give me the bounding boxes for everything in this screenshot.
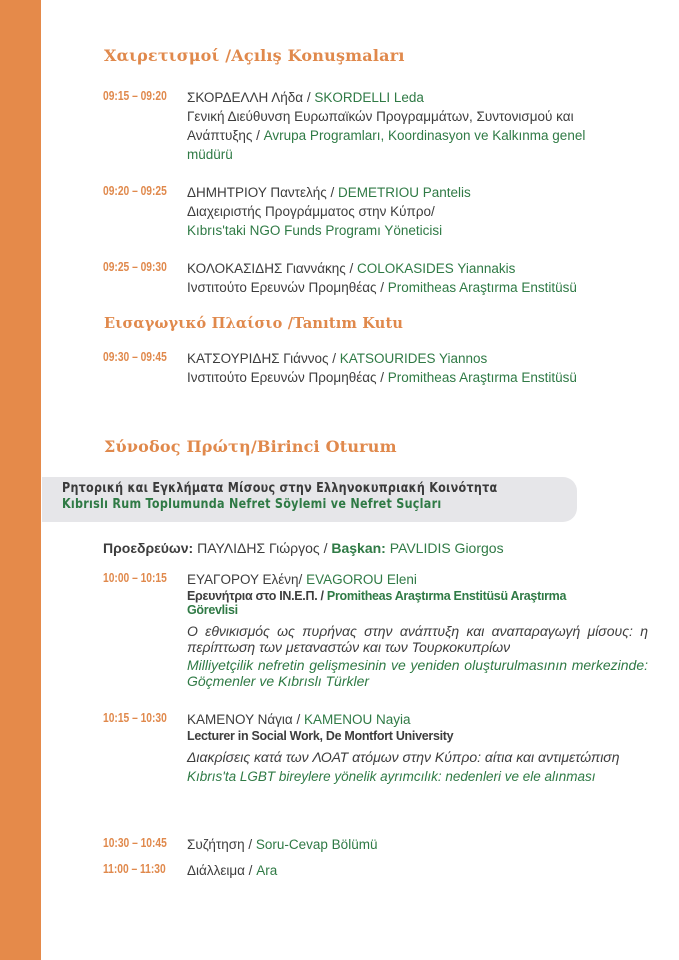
schedule-entry <box>103 183 648 240</box>
speaker-name-gr: ΣΚΟΡΔΕΛΛΗ Λήδα / <box>187 90 315 105</box>
affiliation-tr: Promitheas Araştırma Enstitüsü <box>387 280 577 295</box>
entry-time: 09:20 – 09:25 <box>103 184 167 198</box>
affiliation-gr: Ινστιτούτο Ερευνών Προμηθέας / <box>187 280 388 295</box>
schedule-entry <box>103 259 648 297</box>
sidebar-accent-bar <box>0 0 41 960</box>
affiliation-tr: Kıbrıs'taki NGO Funds Programı Yöneticisi <box>187 223 443 238</box>
speaker-name-tr: SKORDELLI Leda <box>314 90 424 105</box>
schedule-entry <box>103 88 648 164</box>
affiliation-gr: Διαχειριστής Προγράμματος στην Κύπρο/ <box>187 204 435 219</box>
speaker-name-tr: DEMETRIOU Pantelis <box>338 185 471 200</box>
affiliation: Lecturer in Social Work, De Montfort University <box>187 729 454 743</box>
entry-time: 11:00 – 11:30 <box>103 862 166 876</box>
affiliation-gr: Γενική Διεύθυνση Ευρωπαϊκών Προγραμμάτων, Συντονισμού και <box>187 109 574 124</box>
speaker-name-gr: ΕΥΑΓΟΡΟΥ Ελένη/ <box>187 572 307 587</box>
speaker-name-gr: ΔΗΜΗΤΡΙΟΥ Παντελής / <box>187 185 339 200</box>
affiliation-gr-cont: Ανάπτυξης / <box>187 128 264 143</box>
section-title-session1: Σύνοδος Πρώτη/Birinci Oturum <box>104 437 397 456</box>
talk-title-tr: Milliyetçilik nefretin gelişmesinin ve yeniden oluşturulmasının merkezinde: Göçmenler ve Kıbrıslı Türkler <box>187 657 648 689</box>
schedule-entry <box>103 835 648 854</box>
session-title-gr: Ρητορική και Εγκλήματα Μίσους στην Ελληνοκυπριακή Κοινότητα <box>62 481 498 496</box>
chair-label-gr: Προεδρεύων: <box>103 540 198 556</box>
affiliation-tr: Promitheas Araştırma Enstitüsü Araştırma Görevlisi <box>187 589 567 617</box>
affiliation-gr: Ερευνήτρια στο ΙΝ.Ε.Π. / <box>187 589 327 603</box>
speaker-name-gr: ΚΑΤΣΟΥΡΙΔΗΣ Γιάννος / <box>187 351 340 366</box>
item-name-gr: Συζήτηση / <box>187 837 256 852</box>
item-name-tr: Soru-Cevap Bölümü <box>255 837 378 852</box>
session-title-tr: Kıbrıslı Rum Toplumunda Nefret Söylemi ve Nefret Suçları <box>62 497 442 512</box>
schedule-entry <box>103 861 648 880</box>
talk-title-gr: Ο εθνικισμός ως πυρήνας στην ανάπτυξη και αναπαραγωγή μίσους: η περίπτωση των μεταναστών και των Τουρκοκυπρίων <box>187 623 648 655</box>
affiliation-tr: Promitheas Araştırma Enstitüsü <box>387 370 577 385</box>
entry-time: 10:15 – 10:30 <box>103 711 167 725</box>
entry-time: 10:00 – 10:15 <box>103 571 167 585</box>
entry-time: 09:30 – 09:45 <box>103 350 167 364</box>
speaker-name-tr: COLOKASIDES Yiannakis <box>357 261 516 276</box>
schedule-entry <box>103 570 648 689</box>
speaker-name-gr: ΚΑΜΕΝΟΥ Νάγια / <box>187 712 304 727</box>
section-title-welcome: Χαιρετισμοί /Açılış Konuşmaları <box>104 46 405 65</box>
session-chair <box>103 540 504 556</box>
schedule-entry <box>103 349 648 387</box>
speaker-name-gr: ΚΟΛΟΚΑΣΙΔΗΣ Γιαννάκης / <box>187 261 358 276</box>
speaker-name-tr: EVAGOROU Eleni <box>306 572 417 587</box>
speaker-name-tr: KAMENOU Nayia <box>303 712 411 727</box>
entry-time: 09:15 – 09:20 <box>103 89 167 103</box>
talk-title-gr: Διακρίσεις κατά των ΛΟΑΤ ατόμων στην Κύπρο: αίτια και αντιμετώπιση <box>187 749 620 765</box>
item-name-gr: Διάλλειμα / <box>187 863 257 878</box>
item-name-tr: Ara <box>256 863 278 878</box>
chair-label-tr: Başkan: <box>331 540 390 556</box>
chair-name-tr: PAVLIDIS Giorgos <box>389 540 504 556</box>
entry-time: 09:25 – 09:30 <box>103 260 167 274</box>
talk-title-tr: Kıbrıs'ta LGBT bireylere yönelik ayrımcılık: nedenleri ve ele alınması <box>187 769 596 784</box>
section-title-intro: Εισαγωγικό Πλαίσιο /Tanıtım Kutu <box>104 315 404 332</box>
affiliation-gr: Ινστιτούτο Ερευνών Προμηθέας / <box>187 370 388 385</box>
affiliation-tr: Avrupa Programları, Koordinasyon ve Kalkınma genel <box>263 128 586 143</box>
schedule-entry <box>103 710 648 785</box>
affiliation-tr-cont: müdürü <box>187 147 233 162</box>
chair-name-gr: ΠΑΥΛΙΔΗΣ Γιώργος / <box>197 540 332 556</box>
speaker-name-tr: KATSOURIDES Yiannos <box>339 351 488 366</box>
entry-time: 10:30 – 10:45 <box>103 836 167 850</box>
